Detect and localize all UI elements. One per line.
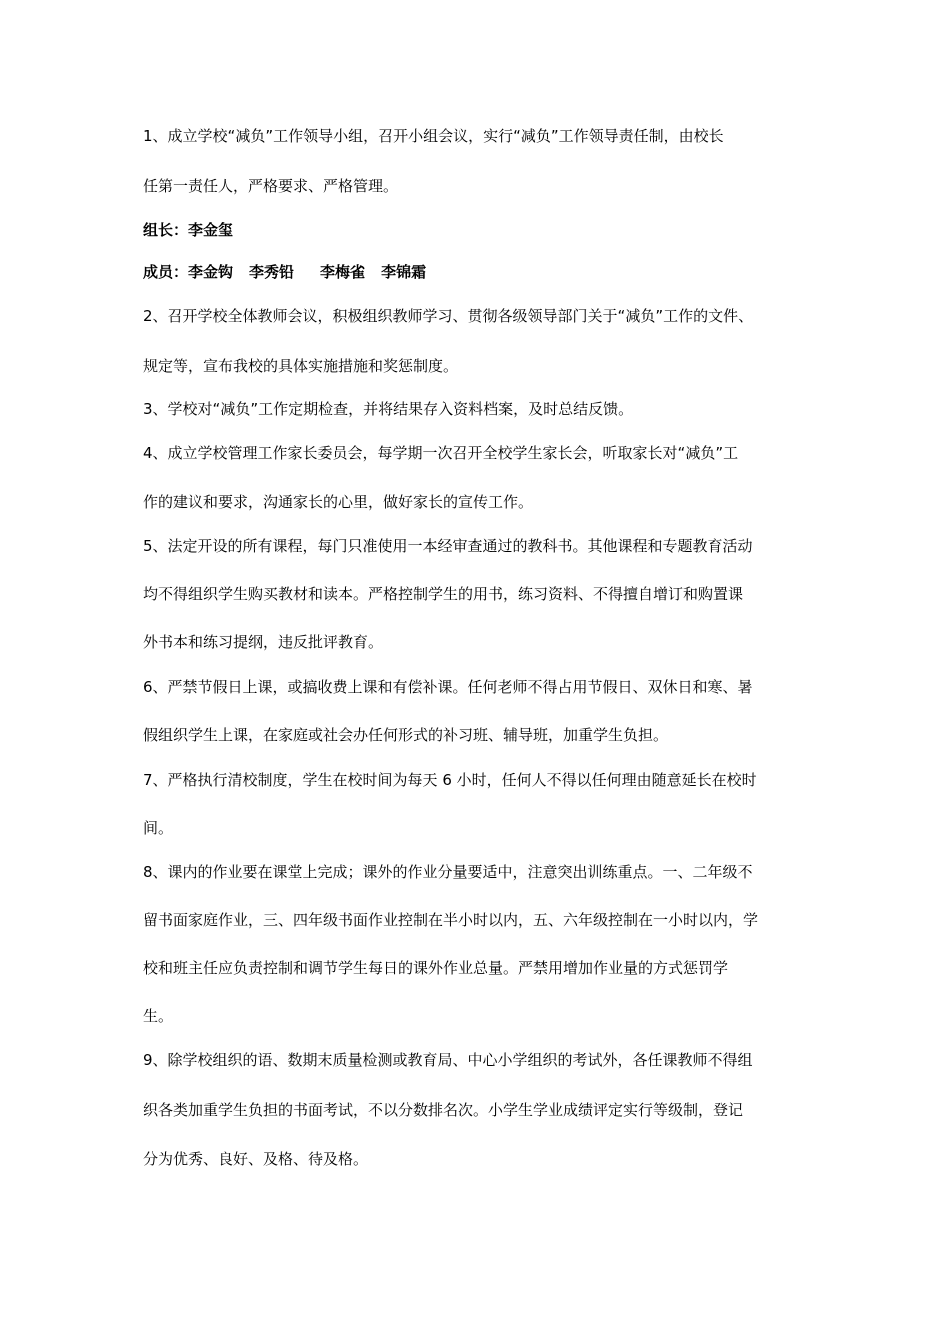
paragraph-9-line-1: 9、除学校组织的语、数期末质量检测或教育局、中心小学组织的考试外，各任课教师不得组 — [143, 1051, 753, 1069]
paragraph-6-line-2: 假组织学生上课，在家庭或社会办任何形式的补习班、辅导班，加重学生负担。 — [143, 726, 669, 744]
paragraph-5-line-3: 外书本和练习提纲，违反批评教育。 — [143, 633, 384, 651]
paragraph-3-line-1: 3、学校对“减负”工作定期检查，并将结果存入资料档案，及时总结反馈。 — [143, 400, 634, 418]
paragraph-7-line-2: 间。 — [143, 819, 174, 837]
paragraph-1-line-2: 任第一责任人，严格要求、严格管理。 — [143, 177, 399, 195]
paragraph-8-line-3: 校和班主任应负责控制和调节学生每日的课外作业总量。严禁用增加作业量的方式惩罚学 — [143, 959, 729, 977]
paragraph-5-line-2: 均不得组织学生购买教材和读本。严格控制学生的用书，练习资料、不得擅自增订和购置课 — [143, 585, 744, 603]
paragraph-8-line-2: 留书面家庭作业，三、四年级书面作业控制在半小时以内，五、六年级控制在一小时以内，学 — [143, 911, 759, 929]
paragraph-4-line-1: 4、成立学校管理工作家长委员会，每学期一次召开全校学生家长会，听取家长对“减负”工 — [143, 444, 739, 462]
paragraph-9-line-3: 分为优秀、良好、及格、待及格。 — [143, 1150, 369, 1168]
paragraph-2-line-1: 2、召开学校全体教师会议，积极组织教师学习、贯彻各级领导部门关于“减负”工作的文件、 — [143, 307, 754, 325]
leader-line: 组长：李金玺 — [143, 221, 234, 239]
members-line — [143, 262, 823, 282]
members-label: 成员： — [143, 263, 189, 281]
member-name: 李金钩 — [188, 263, 234, 281]
member-name: 李秀铅 — [249, 263, 295, 281]
paragraph-4-line-2: 作的建议和要求，沟通家长的心里，做好家长的宣传工作。 — [143, 493, 534, 511]
paragraph-5-line-1: 5、法定开设的所有课程，每门只准使用一本经审查通过的教科书。其他课程和专题教育活动 — [143, 537, 753, 555]
member-name: 李梅雀 — [320, 263, 366, 281]
paragraph-7-line-1: 7、严格执行清校制度，学生在校时间为每天 6 小时，任何人不得以任何理由随意延长在校时 — [143, 771, 757, 789]
paragraph-1-line-1: 1、成立学校“减负”工作领导小组，召开小组会议，实行“减负”工作领导责任制，由校长 — [143, 127, 724, 145]
paragraph-9-line-2: 织各类加重学生负担的书面考试，不以分数排名次。小学生学业成绩评定实行等级制，登记 — [143, 1101, 744, 1119]
member-name: 李锦霜 — [381, 263, 427, 281]
paragraph-8-line-1: 8、课内的作业要在课堂上完成；课外的作业分量要适中，注意突出训练重点。一、二年级不 — [143, 863, 753, 881]
paragraph-8-line-4: 生。 — [143, 1007, 174, 1025]
paragraph-2-line-2: 规定等，宣布我校的具体实施措施和奖惩制度。 — [143, 357, 459, 375]
paragraph-6-line-1: 6、严禁节假日上课，或搞收费上课和有偿补课。任何老师不得占用节假日、双休日和寒、暑 — [143, 678, 753, 696]
